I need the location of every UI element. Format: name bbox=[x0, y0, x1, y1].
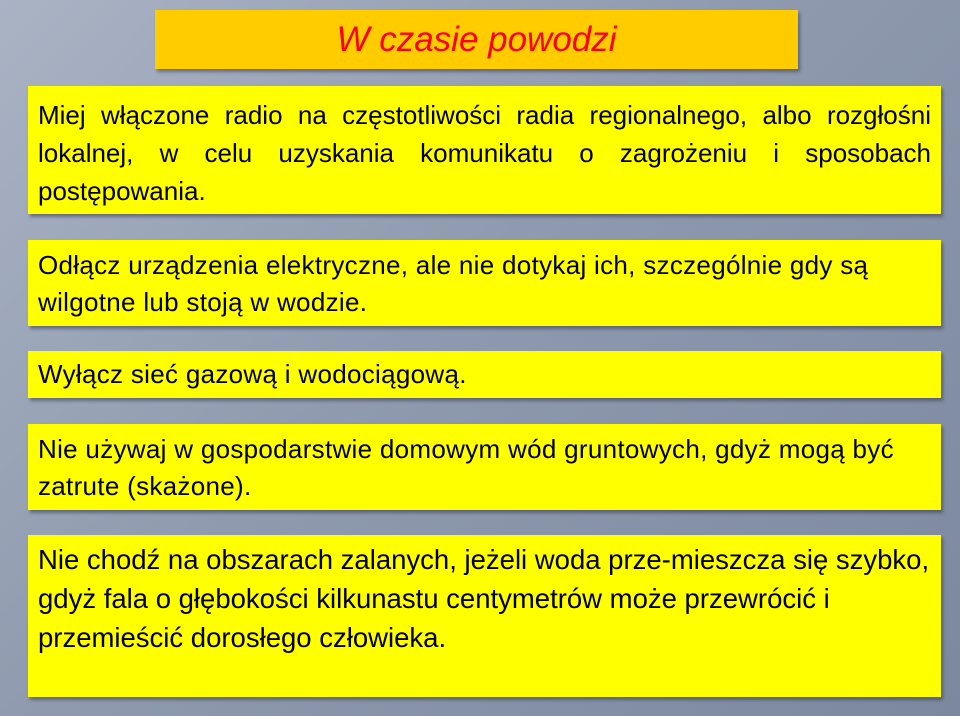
tip-text-flooded-areas: Nie chodź na obszarach zalanych, jeżeli woda prze-mieszcza się szybko, gdyż fala o głębokości kilkunastu centymetrów może przewrócić i przemieścić dorosłego człowieka. bbox=[38, 544, 930, 653]
tip-text-radio: Miej włączone radio na częstotliwości radia regionalnego, albo rozgłośni lokalnej, w celu uzyskania komunikatu o zagrożeniu i sposobach postępowania. bbox=[38, 100, 931, 206]
tip-text-electric: Odłącz urządzenia elektryczne, ale nie dotykaj ich, szczególnie gdy są wilgotne lub stoją w wodzie. bbox=[38, 250, 869, 317]
tip-card-radio bbox=[28, 86, 941, 214]
tip-card-flooded-areas bbox=[28, 535, 941, 697]
tip-card-electric bbox=[28, 240, 941, 326]
tip-text-gas-water: Wyłącz sieć gazową i wodociągową. bbox=[38, 359, 467, 389]
title-box bbox=[155, 10, 798, 69]
tip-text-groundwater: Nie używaj w gospodarstwie domowym wód gruntowych, gdyż mogą być zatrute (skażone). bbox=[38, 434, 894, 501]
tip-card-gas-water bbox=[28, 351, 941, 398]
slide-title: W czasie powodzi bbox=[336, 19, 617, 59]
tip-card-groundwater bbox=[28, 424, 941, 510]
